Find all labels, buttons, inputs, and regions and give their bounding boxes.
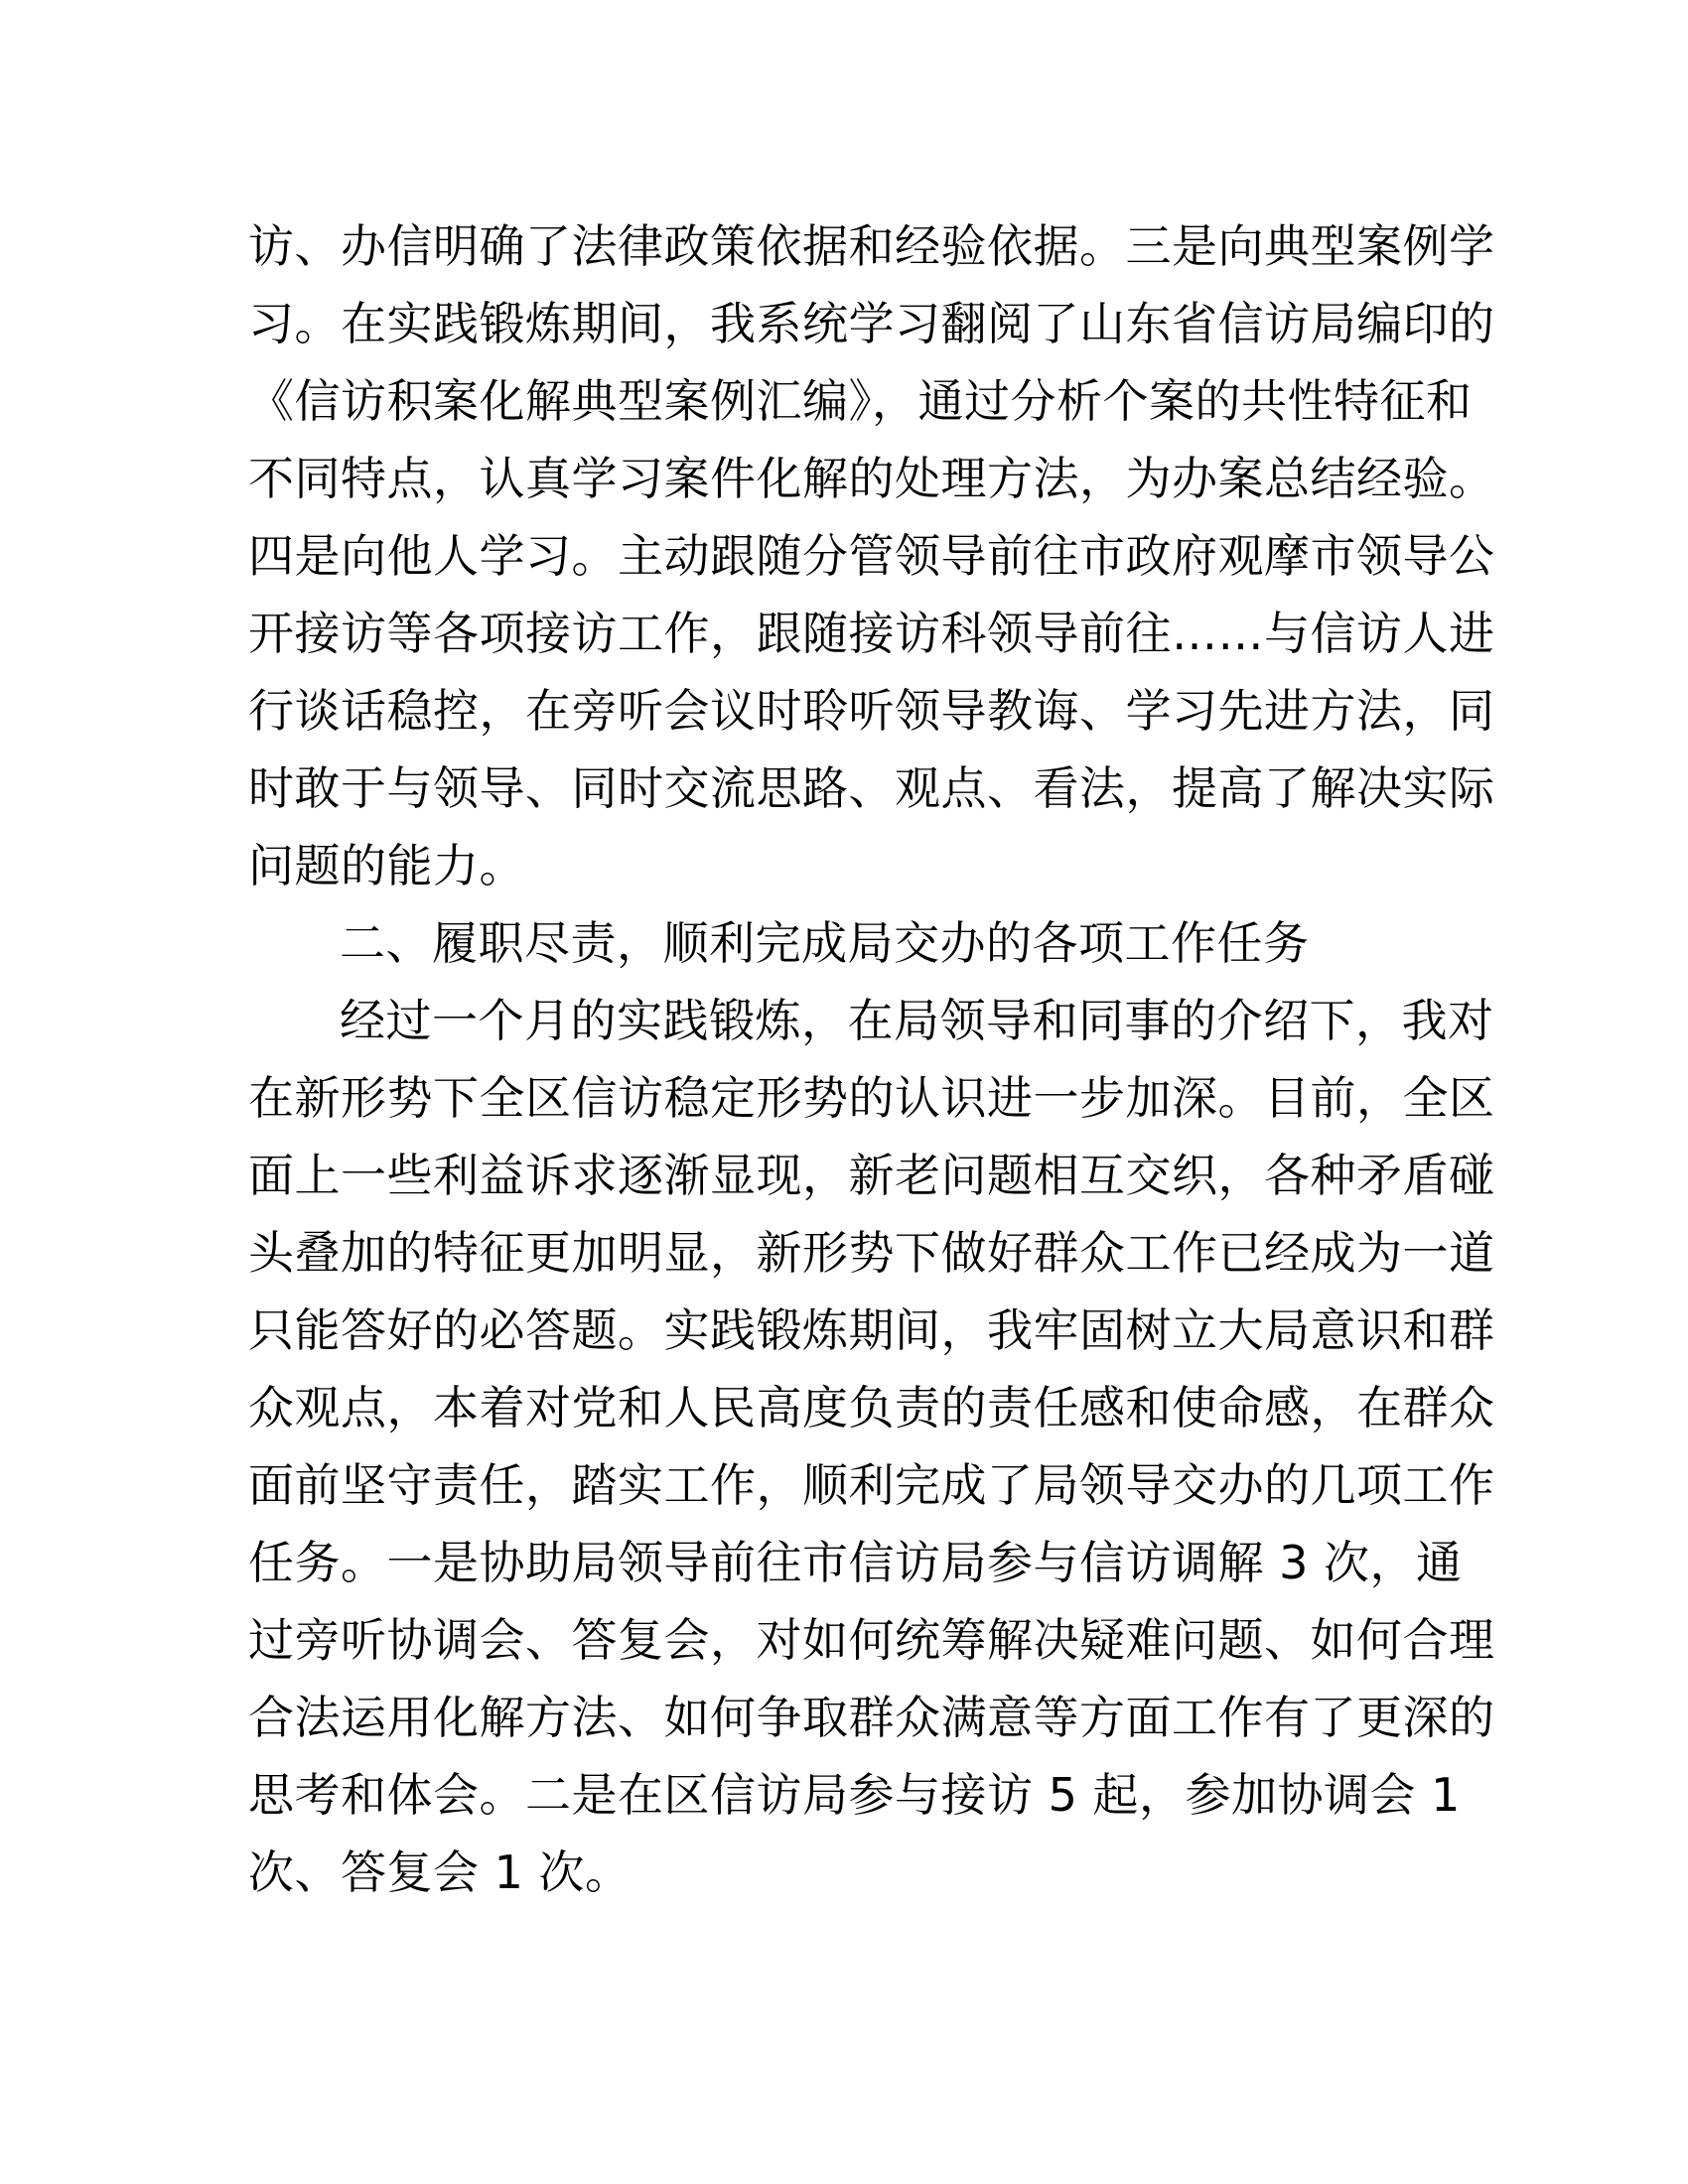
document-page xyxy=(248,216,1495,1920)
text-line: 在新形势下全区信访稳定形势的认识进一步加深。目前，全区 xyxy=(248,1071,1495,1125)
text-line: 不同特点，认真学习案件化解的处理方法，为办案总结经验。 xyxy=(248,452,1495,505)
text-line: 行谈话稳控，在旁听会议时聆听领导教诲、学习先进方法，同 xyxy=(248,684,1495,738)
text-line: 思考和体会。二是在区信访局参与接访 5 起，参加协调会 1 xyxy=(248,1768,1461,1822)
text-line: 《信访积案化解典型案例汇编》，通过分析个案的共性特征和 xyxy=(248,374,1473,428)
text-line: 只能答好的必答题。实践锻炼期间，我牢固树立大局意识和群 xyxy=(248,1303,1495,1357)
text-line: 众观点，本着对党和人民高度负责的责任感和使命感，在群众 xyxy=(248,1381,1495,1434)
text-line: 访、办信明确了法律政策依据和经验依据。三是向典型案例学 xyxy=(248,219,1495,273)
text-line: 时敢于与领导、同时交流思路、观点、看法，提高了解决实际 xyxy=(248,761,1495,815)
text-line: 经过一个月的实践锻炼，在局领导和同事的介绍下，我对 xyxy=(340,994,1494,1047)
text-line: 任务。一是协助局领导前往市信访局参与信访调解 3 次，通 xyxy=(248,1536,1463,1589)
text-line: 过旁听协调会、答复会，对如何统筹解决疑难问题、如何合理 xyxy=(248,1613,1495,1667)
text-line: 面前坚守责任，踏实工作，顺利完成了局领导交办的几项工作 xyxy=(248,1458,1495,1512)
text-line: 合法运用化解方法、如何争取群众满意等方面工作有了更深的 xyxy=(248,1691,1495,1744)
paragraph-continued xyxy=(248,216,1495,913)
text-line: 开接访等各项接访工作，跟随接访科领导前往……与信访人进 xyxy=(248,607,1495,660)
text-line: 问题的能力。 xyxy=(248,839,525,892)
section-heading: 二、履职尽责，顺利完成局交办的各项工作任务 xyxy=(340,916,1310,970)
text-line: 习。在实践锻炼期间，我系统学习翻阅了山东省信访局编印的 xyxy=(248,297,1495,350)
text-line: 次、答复会 1 次。 xyxy=(248,1845,632,1899)
text-line: 面上一些利益诉求逐渐显现，新老问题相互交织，各种矛盾碰 xyxy=(248,1149,1495,1202)
text-line: 头叠加的特征更加明显，新形势下做好群众工作已经成为一道 xyxy=(248,1226,1495,1280)
text-line: 四是向他人学习。主动跟随分管领导前往市政府观摩市领导公 xyxy=(248,529,1495,583)
paragraph-2 xyxy=(248,991,1495,1920)
